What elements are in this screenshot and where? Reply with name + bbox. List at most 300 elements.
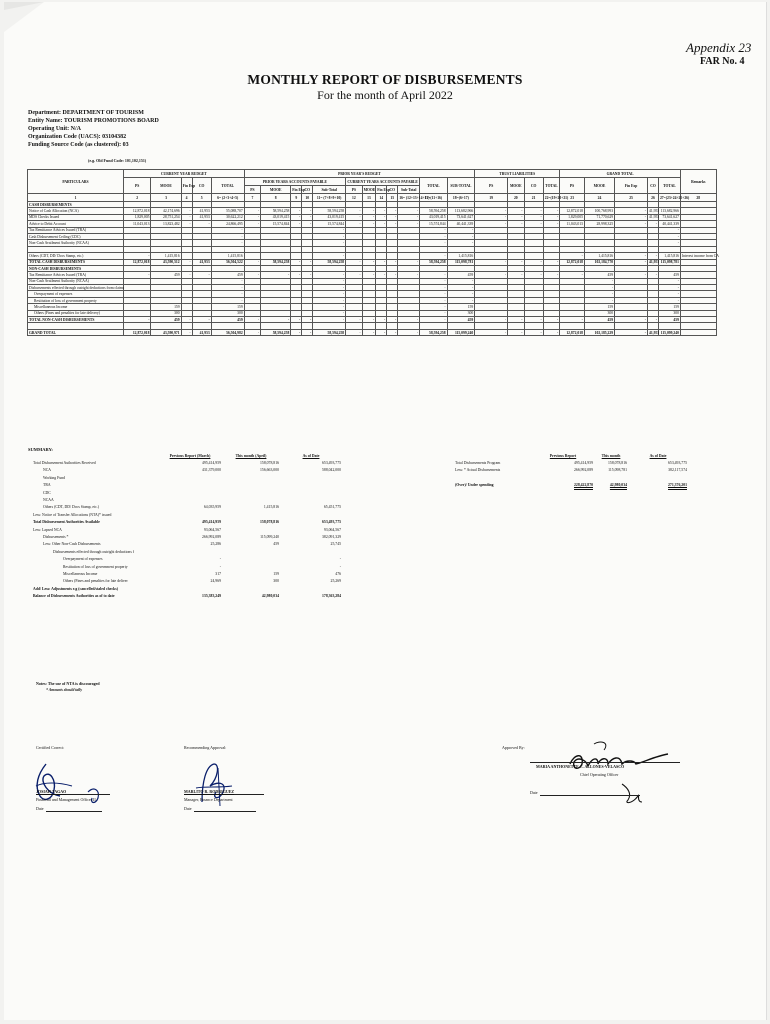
- column-header: MOOE: [363, 187, 376, 192]
- spending-value: 158,078,816: [608, 461, 627, 466]
- summary-value: -: [339, 564, 341, 569]
- table-cell: -: [387, 208, 398, 214]
- row-label: Tax Remittance Advices Issued (TRA): [28, 272, 124, 278]
- table-cell: 459: [658, 272, 680, 278]
- table-cell: -: [346, 259, 362, 265]
- summary-row: [32, 533, 372, 540]
- table-cell: -: [420, 297, 447, 303]
- row-label: Notice of Cash Allocation (NCA): [28, 208, 124, 214]
- table-cell: -: [647, 272, 658, 278]
- column-header: Sub-Total: [313, 186, 346, 194]
- table-cell: 41,953: [648, 209, 660, 214]
- table-cell: -: [181, 259, 192, 265]
- summary-value: [158, 548, 222, 555]
- column-header: Fin Exp: [615, 178, 648, 194]
- recommending-signature-icon: [188, 758, 258, 810]
- summary-value: [280, 474, 342, 481]
- table-cell: -: [647, 317, 658, 323]
- column-number: 11= (7+8+9+10): [313, 194, 346, 202]
- table-cell: -: [508, 221, 524, 227]
- table-cell: -: [244, 317, 260, 323]
- table-cell: -: [291, 208, 302, 214]
- recommending-signatory-position: Manager, Finance Department: [184, 797, 233, 802]
- table-cell: -: [615, 208, 648, 214]
- spending-row-label: Less: * Actual Disbursements: [455, 468, 501, 473]
- table-cell: -: [313, 310, 346, 316]
- table-cell: -: [346, 221, 362, 227]
- old-fund-code-note: (e.g. Old Fund Code: 101,102,151): [88, 158, 147, 163]
- table-cell: 24,866,495: [211, 221, 244, 227]
- column-header: PS: [475, 178, 508, 194]
- column-number: 2: [124, 194, 151, 202]
- summary-row-label: Others (Fines and penalties for late deliver: [63, 579, 128, 584]
- table-cell: -: [346, 214, 362, 220]
- table-cell: -: [362, 214, 376, 220]
- table-cell: -: [302, 317, 313, 323]
- table-cell: 459: [211, 272, 244, 278]
- spending-row: [454, 474, 734, 481]
- summary-row: [32, 511, 372, 518]
- summary-row-label: CDC: [43, 490, 51, 495]
- table-cell: -: [647, 253, 658, 259]
- column-header: CO: [387, 186, 398, 194]
- table-cell: -: [181, 208, 192, 214]
- table-cell: -: [615, 221, 648, 227]
- column-header: CO: [302, 186, 313, 194]
- row-label: Restitution of loss of government property: [28, 297, 124, 303]
- table-cell: -: [398, 317, 420, 323]
- row-label: Others (Fines and penalties for late delivery): [28, 310, 124, 316]
- table-cell: 1,829,005: [560, 214, 585, 220]
- column-header: CO: [647, 178, 658, 194]
- table-cell: 41,953: [648, 260, 660, 265]
- summary-row-label: Overpayment of expenses: [63, 557, 103, 562]
- table-cell: -: [615, 259, 648, 265]
- current-year-budget-header: CURRENT YEAR BUDGET: [124, 170, 245, 178]
- table-cell: -: [346, 208, 362, 214]
- column-header: MOOE: [151, 178, 181, 194]
- table-cell: 55,088,707: [211, 208, 244, 214]
- column-header: Fin Exp: [377, 187, 390, 192]
- table-cell: -: [584, 297, 614, 303]
- column-header: PS: [346, 186, 362, 194]
- table-cell: -: [508, 329, 524, 335]
- summary-value: [222, 496, 280, 503]
- table-cell: -: [658, 233, 680, 239]
- table-cell: 159: [151, 304, 181, 310]
- table-cell: -: [447, 297, 475, 303]
- summary-row: [32, 504, 372, 511]
- row-label: TOTAL CASH DISBURSEMENTS: [28, 259, 124, 265]
- table-cell: -: [658, 291, 680, 297]
- spending-column-header: This month: [601, 453, 621, 458]
- spending-row-label: (Over)/ Under spending: [455, 483, 494, 488]
- summary-row: [32, 474, 372, 481]
- table-cell: 40,441,339: [447, 221, 475, 227]
- column-header: TOTAL: [543, 178, 560, 194]
- row-label: GRAND TOTAL: [28, 329, 124, 335]
- operating-unit-line: Operating Unit: N/A: [28, 126, 81, 132]
- summary-row-label: Restitution of loss of government property: [63, 564, 128, 569]
- table-cell: -: [313, 278, 346, 284]
- table-cell: -: [376, 329, 387, 335]
- column-header: PS: [560, 178, 585, 194]
- summary-value: -: [219, 564, 221, 569]
- table-cell: -: [615, 329, 648, 335]
- table-cell: 58,594,258: [420, 329, 447, 335]
- table-cell: -: [192, 317, 211, 323]
- summary-value: 266,992,089: [202, 534, 221, 539]
- summary-value: 317: [215, 571, 221, 576]
- table-header-groups: [28, 170, 747, 178]
- summary-value: 156,663,000: [260, 468, 279, 473]
- summary-row: [32, 563, 372, 570]
- table-cell: 11,043,013: [124, 221, 151, 227]
- notes-tally-line: * Amounts should tally: [46, 688, 83, 692]
- table-cell: 43,590,971: [151, 329, 181, 335]
- spending-value: 495,414,959: [574, 461, 593, 466]
- table-cell: 459: [151, 272, 181, 278]
- table-cell: -: [447, 227, 475, 233]
- table-cell: 58,594,258: [420, 208, 447, 214]
- spending-summary-table: [454, 452, 734, 489]
- table-cell: -: [211, 297, 244, 303]
- table-cell: -: [447, 291, 475, 297]
- table-cell: -: [376, 317, 387, 323]
- recommending-signatory-name: MARLITO R. RODRIGUEZ: [184, 789, 235, 794]
- table-cell: -: [244, 208, 260, 214]
- table-cell: -: [420, 285, 447, 291]
- summary-row: [32, 526, 372, 533]
- table-cell: 73,641,627: [658, 214, 680, 220]
- summary-value: -: [219, 557, 221, 562]
- table-cell: -: [244, 221, 260, 227]
- column-number: 16= (12+13+14+15): [399, 195, 430, 200]
- table-cell: 115,099,240: [658, 329, 680, 335]
- row-label: Tax Remittance Advices Issued (TRA): [28, 227, 124, 233]
- summary-row: [32, 541, 372, 548]
- column-number: 7: [244, 194, 260, 202]
- approved-signatory-position: Chief Operating Officer: [580, 772, 619, 777]
- table-cell: -: [398, 329, 420, 335]
- column-number: 3: [151, 194, 181, 202]
- table-cell: -: [124, 253, 151, 259]
- summary-value: 382,091,329: [322, 534, 341, 539]
- spending-value: [594, 474, 628, 481]
- appendix-label: Appendix 23: [686, 40, 752, 55]
- table-cell: -: [313, 272, 346, 278]
- table-header-subgroups: [28, 178, 747, 186]
- table-cell: -: [615, 317, 648, 323]
- summary-column-header: As of Date: [302, 453, 320, 458]
- table-cell: 41,953: [192, 329, 211, 335]
- column-number: 24: [584, 194, 614, 202]
- table-cell: -: [398, 214, 420, 220]
- column-number: 23: [560, 194, 585, 202]
- table-cell: -: [420, 227, 447, 233]
- approved-signatory-name: MARIA ANTHONETTE C. ALLONES-VELASCO: [536, 764, 625, 769]
- table-cell: 102,185,229: [584, 329, 614, 335]
- table-cell: -: [362, 317, 376, 323]
- table-cell: 1,415,816: [584, 253, 614, 259]
- spending-row-label: Total Disbursements Program: [455, 461, 501, 466]
- spending-value: 266,992,089: [574, 468, 593, 473]
- column-number: 9: [291, 194, 302, 202]
- column-number: 25: [615, 194, 648, 202]
- table-cell: 15,574,844: [261, 221, 291, 227]
- column-number: 21: [524, 194, 543, 202]
- table-cell: -: [543, 317, 560, 323]
- page-corner-shadow: [4, 2, 44, 10]
- table-cell: 30,622,212: [211, 214, 244, 220]
- summary-row-label: Working Fund: [43, 475, 65, 480]
- summary-value: [280, 496, 342, 503]
- table-cell: -: [475, 208, 508, 214]
- summary-value: [222, 489, 280, 496]
- table-cell: -: [302, 208, 313, 214]
- summary-value: 178,363,284: [322, 594, 341, 599]
- summary-row-label: Add/ Less: Adjustments e.g (cancelled/staled checks): [33, 586, 119, 591]
- table-cell: -: [543, 221, 560, 227]
- table-cell: -: [387, 259, 398, 265]
- approved-by-label: Approved By:: [502, 745, 525, 750]
- row-label: Non-Cash Availment Authority (NCAA): [28, 240, 124, 246]
- table-cell: 115,098,781: [447, 259, 475, 265]
- table-cell: -: [313, 291, 346, 297]
- summary-value: [222, 548, 280, 555]
- table-cell: 113,682,966: [658, 208, 680, 214]
- table-cell: 12,872,018: [560, 259, 585, 265]
- table-cell: -: [475, 259, 508, 265]
- column-header: CO: [192, 178, 211, 194]
- table-cell: -: [475, 329, 508, 335]
- summary-row: [32, 459, 372, 466]
- summary-row: [32, 578, 372, 585]
- table-cell: 58,594,258: [313, 208, 346, 214]
- table-cell: -: [211, 291, 244, 297]
- summary-title: SUMMARY:: [28, 447, 53, 452]
- grand-total-header: GRAND TOTAL: [560, 170, 681, 178]
- table-cell: 1,415,816: [658, 253, 680, 259]
- table-cell: -: [447, 285, 475, 291]
- table-cell: -: [543, 272, 560, 278]
- table-cell: -: [560, 272, 585, 278]
- column-number: 17=(11+16): [420, 194, 447, 202]
- table-cell: 15,574,844: [313, 221, 346, 227]
- row-label: NON-CASH DISBURSEMENTS: [28, 265, 124, 271]
- table-cell: 459: [447, 272, 475, 278]
- column-header: MOOE: [261, 186, 291, 194]
- table-cell: -: [387, 221, 398, 227]
- table-cell: 12,872,018: [560, 208, 585, 214]
- prior-years-budget-header: PRIOR YEAR'S BUDGET: [244, 170, 475, 178]
- row-label: Advice to Debit Account: [28, 221, 124, 227]
- summary-row-label: Less: Lapsed NCA: [33, 527, 62, 532]
- summary-row-label: Disbursements *: [43, 534, 69, 539]
- table-cell: -: [420, 310, 447, 316]
- column-header: CO: [524, 178, 543, 194]
- table-cell: -: [244, 329, 260, 335]
- column-header: MOOE: [508, 178, 524, 194]
- table-cell: -: [398, 272, 420, 278]
- table-cell: -: [543, 259, 560, 265]
- summary-header-row: [32, 452, 372, 459]
- particulars-header: PARTICULARS: [28, 170, 124, 194]
- summary-row-label: Less: Notice of Transfer Allocations (NTA)* issued: [33, 512, 112, 517]
- column-header: MOOE: [584, 178, 614, 194]
- table-cell: 113,682,966: [447, 208, 475, 214]
- summary-value: [158, 585, 222, 592]
- table-cell: -: [584, 285, 614, 291]
- summary-value: [222, 563, 280, 570]
- table-cell: -: [420, 291, 447, 297]
- report-title: MONTHLY REPORT OF DISBURSEMENTS: [247, 72, 523, 87]
- table-cell: 58,594,258: [261, 208, 291, 214]
- table-cell: -: [181, 221, 192, 227]
- table-cell: 41,953: [192, 214, 211, 220]
- table-cell: -: [192, 221, 211, 227]
- table-cell: 459: [447, 317, 475, 323]
- summary-value: -: [339, 557, 341, 562]
- table-cell: -: [420, 304, 447, 310]
- table-cell: -: [211, 285, 244, 291]
- table-cell: -: [376, 214, 387, 220]
- table-cell: 1,415,816: [151, 253, 181, 259]
- certified-date-label: Date: [36, 806, 44, 811]
- table-cell: -: [524, 221, 543, 227]
- funding-source-line: Funding Source Code (as clustered): 03: [28, 142, 129, 148]
- table-cell: -: [658, 297, 680, 303]
- table-cell: -: [291, 214, 302, 220]
- spending-row-label: [454, 474, 532, 481]
- table-cell: 459: [211, 317, 244, 323]
- summary-value: [222, 585, 280, 592]
- table-cell: -: [658, 227, 680, 233]
- table-cell: -: [560, 253, 585, 259]
- summary-value: [280, 482, 342, 489]
- table-cell: 58,594,258: [261, 329, 291, 335]
- table-cell: -: [313, 240, 346, 246]
- table-cell: 41,953: [192, 259, 211, 265]
- summary-row-label: Disbursements effected through outright deductions f: [53, 549, 135, 554]
- summary-row: [32, 592, 372, 599]
- summary-row: [32, 555, 372, 562]
- column-number: 28: [680, 194, 716, 202]
- table-cell: -: [181, 214, 192, 220]
- table-cell: -: [244, 214, 260, 220]
- summary-value: 653,493,775: [322, 520, 341, 525]
- table-cell: -: [420, 278, 447, 284]
- spending-value: 271,376,201: [668, 483, 687, 488]
- summary-value: 431,379,000: [202, 468, 221, 473]
- table-cell: 115,098,781: [658, 259, 680, 265]
- table-cell: -: [420, 240, 447, 246]
- table-cell: -: [387, 329, 398, 335]
- table-cell: -: [302, 329, 313, 335]
- table-cell: 459: [584, 272, 614, 278]
- column-header: Fin Exp: [292, 187, 305, 192]
- table-cell: -: [584, 278, 614, 284]
- table-cell: 58,594,258: [420, 259, 447, 265]
- table-cell: 13,823,482: [151, 221, 181, 227]
- table-cell: -: [376, 208, 387, 214]
- summary-row-label: TRA: [43, 483, 51, 488]
- table-cell: -: [291, 329, 302, 335]
- summary-value: [158, 511, 222, 518]
- summary-value: [222, 555, 280, 562]
- table-cell: -: [658, 285, 680, 291]
- column-number: 14: [376, 194, 387, 202]
- table-cell: 12,872,018: [124, 259, 151, 265]
- column-header: TOTAL: [420, 178, 447, 194]
- table-cell: -: [302, 272, 313, 278]
- summary-row: [32, 489, 372, 496]
- table-cell: 159: [447, 304, 475, 310]
- summary-value: 495,414,959: [202, 461, 221, 466]
- table-cell: -: [291, 221, 302, 227]
- summary-value: [222, 474, 280, 481]
- table-cell: 58,594,258: [313, 329, 346, 335]
- table-cell: 459: [658, 317, 680, 323]
- table-cell: 300: [584, 310, 614, 316]
- summary-table: [32, 452, 372, 600]
- table-cell: -: [181, 329, 192, 335]
- table-cell: 42,174,696: [151, 208, 181, 214]
- table-cell: -: [508, 317, 524, 323]
- summary-value: [222, 482, 280, 489]
- summary-row: [32, 482, 372, 489]
- spending-header-row: [454, 452, 734, 459]
- spending-value: 228,422,870: [574, 483, 593, 488]
- table-cell: 159: [584, 304, 614, 310]
- row-label: Miscellaneous Income: [28, 304, 124, 310]
- remarks-header: Remarks: [680, 170, 716, 194]
- spending-row: [454, 459, 734, 466]
- table-cell: -: [376, 221, 387, 227]
- spending-value: 42,980,034: [609, 483, 627, 488]
- column-number: 6= (2+3+4+5): [211, 194, 244, 202]
- table-cell: -: [658, 240, 680, 246]
- summary-value: [222, 511, 280, 518]
- notes-line: Notes: The use of NTA is discouraged: [36, 681, 100, 686]
- certified-signature-icon: [28, 756, 108, 812]
- column-number: 1: [28, 194, 124, 202]
- table-cell: -: [346, 329, 362, 335]
- table-cell: -: [447, 240, 475, 246]
- column-number: 22=(19+20+21): [544, 195, 569, 200]
- table-cell: 41,953: [648, 330, 660, 335]
- summary-value: 25,745: [330, 542, 341, 547]
- department-line: Department: DEPARTMENT OF TOURISM: [28, 110, 144, 116]
- summary-value: 1,415,816: [263, 505, 279, 510]
- table-cell: -: [560, 317, 585, 323]
- column-header: TOTAL: [658, 178, 680, 194]
- table-cell: -: [211, 227, 244, 233]
- table-cell: 12,872,018: [124, 208, 151, 214]
- table-cell: -: [124, 317, 151, 323]
- table-cell: -: [302, 214, 313, 220]
- table-cell: 56,504,522: [211, 259, 244, 265]
- summary-value: 93,064,567: [203, 527, 221, 532]
- summary-value: [280, 511, 342, 518]
- table-cell: Interest income from CA: [681, 253, 719, 258]
- column-number: 5: [192, 194, 211, 202]
- table-cell: 115,099,240: [447, 329, 475, 335]
- table-cell: 73,641,627: [447, 214, 475, 220]
- row-label: Others (CDT, DD/ Docs Stamp, etc.): [28, 253, 124, 259]
- summary-row-label: NCA: [43, 468, 52, 473]
- table-cell: -: [291, 272, 302, 278]
